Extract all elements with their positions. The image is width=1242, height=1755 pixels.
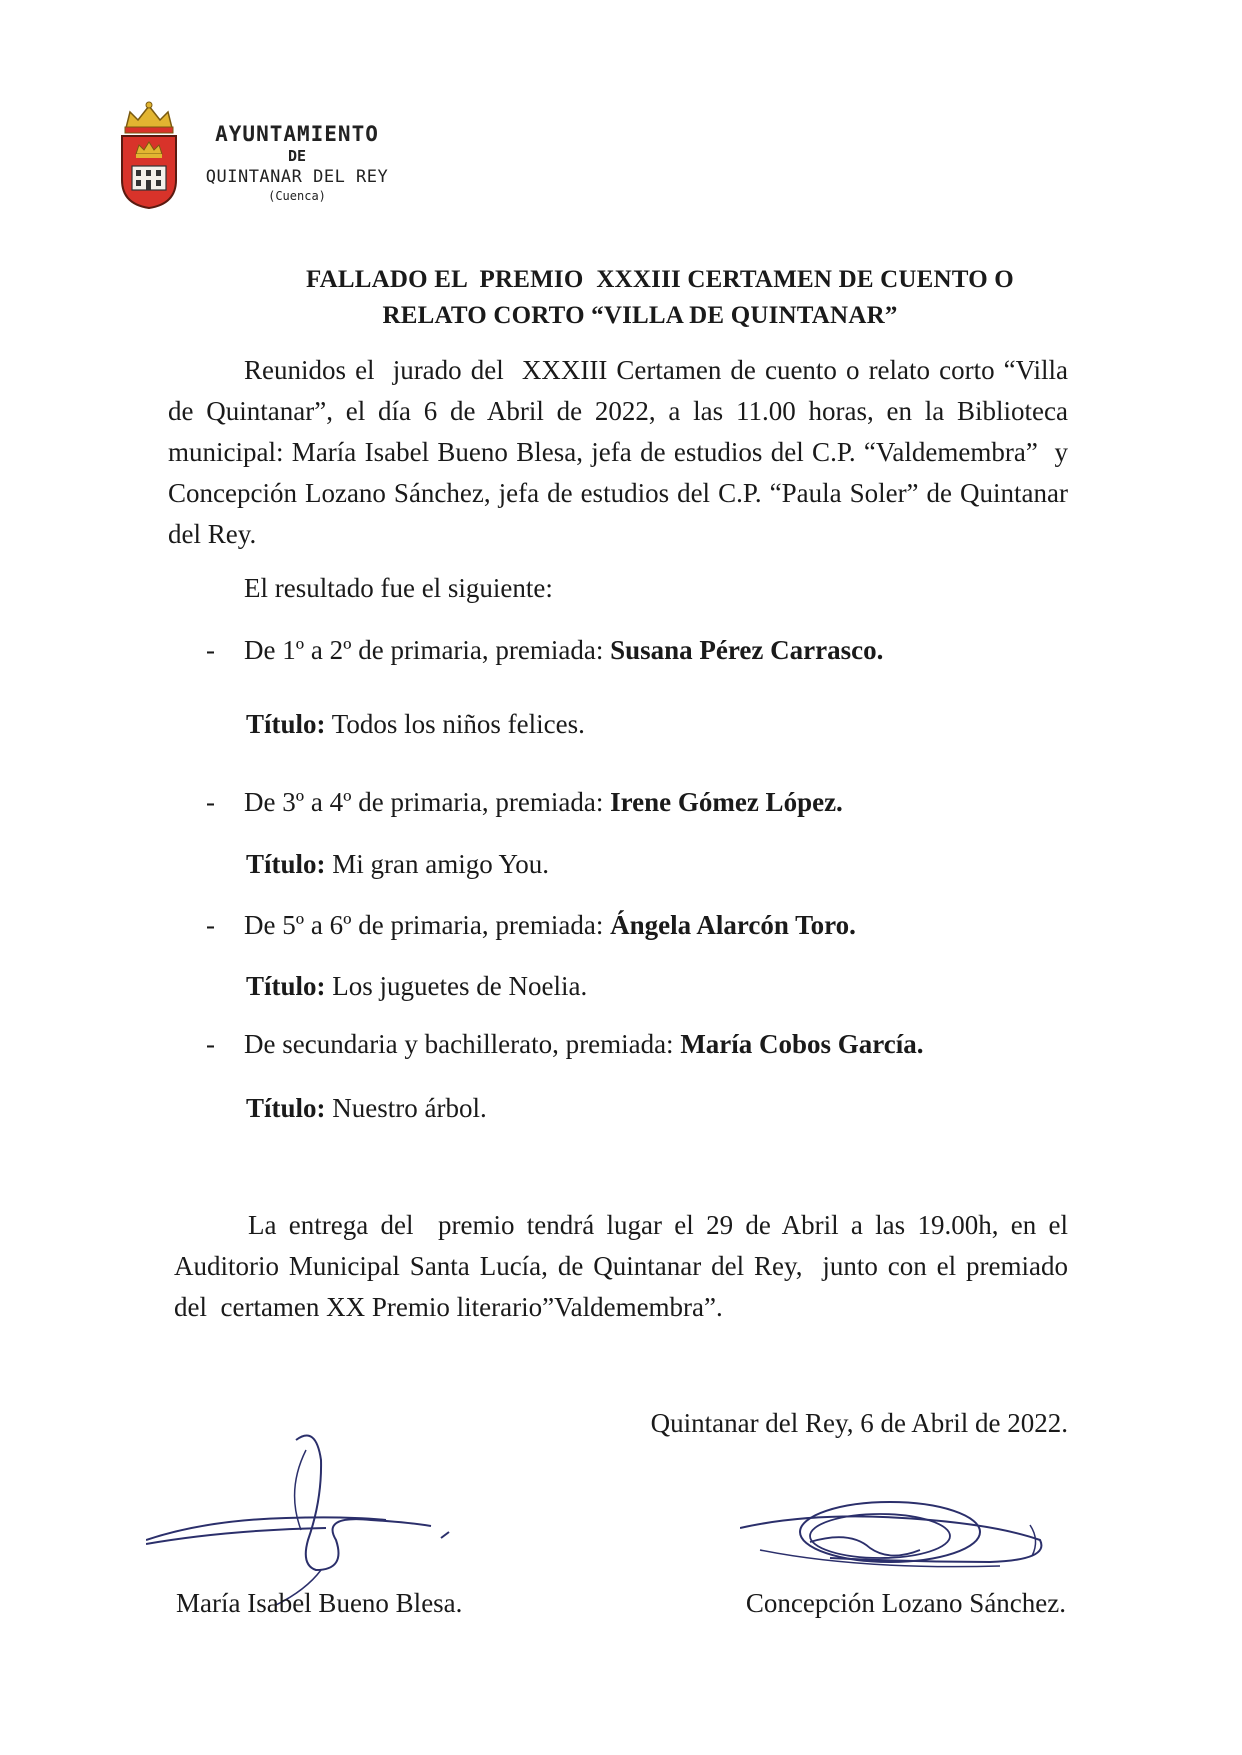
- intro-paragraph: Reunidos el jurado del XXXIII Certamen de cuento o relato corto “Villa de Quintanar”, el día 6 de Abril de 2022, a las 11.00 horas, en la Biblioteca municipal: María Isabel Bueno Blesa, jefa de estudios del C.P. “Valdemembra” y Concepción Lozano Sánchez, jefa de estudios del C.P. “Paula Soler” de Quintanar del Rey.: [168, 355, 1075, 549]
- award-item: [206, 784, 843, 820]
- org-line-3: QUINTANAR DEL REY: [205, 167, 389, 187]
- award-winner: María Cobos García.: [680, 1029, 924, 1059]
- award-title-value: Nuestro árbol.: [325, 1093, 487, 1123]
- dateline: Quintanar del Rey, 6 de Abril de 2022.: [650, 1408, 1068, 1438]
- award-title-label: Título:: [246, 1093, 326, 1123]
- award-item: [206, 1026, 924, 1062]
- signer-name-right: Concepción Lozano Sánchez.: [745, 1588, 1066, 1618]
- organization-name: [192, 122, 402, 203]
- award-title-value: Mi gran amigo You.: [325, 849, 550, 879]
- title-line-1: FALLADO EL PREMIO XXXIII CERTAMEN DE CUENTO O: [306, 266, 1014, 293]
- award-title: [246, 968, 587, 1004]
- org-line-2: DE: [287, 147, 307, 165]
- closing-paragraph: La entrega del premio tendrá lugar el 29 de Abril a las 19.00h, en el Auditorio Municipal Santa Lucía, de Quintanar del Rey, junto con el premiado del certamen XX Premio literario”Valdemembra”.: [174, 1210, 1075, 1322]
- bullet-dash: -: [206, 787, 215, 817]
- award-title: [246, 1090, 487, 1126]
- award-item: [206, 907, 856, 943]
- award-title: [246, 706, 585, 742]
- bullet-dash: -: [206, 635, 215, 665]
- award-title-label: Título:: [246, 971, 326, 1001]
- award-winner: Susana Pérez Carrasco.: [610, 635, 884, 665]
- signer-name-left: María Isabel Bueno Blesa.: [176, 1588, 463, 1618]
- award-title-label: Título:: [246, 849, 326, 879]
- award-title-label: Título:: [246, 709, 326, 739]
- result-intro: El resultado fue el siguiente:: [244, 573, 553, 603]
- bullet-dash: -: [206, 910, 215, 940]
- award-category: De secundaria y bachillerato, premiada:: [244, 1029, 681, 1059]
- award-category: De 1º a 2º de primaria, premiada:: [244, 635, 611, 665]
- award-title: [246, 846, 549, 882]
- document-title: [200, 262, 1120, 334]
- signature-left: [146, 1420, 466, 1610]
- award-winner: Ángela Alarcón Toro.: [610, 910, 856, 940]
- award-title-value: Los juguetes de Noelia.: [325, 971, 588, 1001]
- org-line-4: (Cuenca): [268, 189, 326, 203]
- award-category: De 3º a 4º de primaria, premiada:: [244, 787, 611, 817]
- award-winner: Irene Gómez López.: [610, 787, 843, 817]
- org-line-1: AYUNTAMIENTO: [215, 122, 379, 146]
- award-item: [206, 632, 883, 668]
- bullet-dash: -: [206, 1029, 215, 1059]
- award-category: De 5º a 6º de primaria, premiada:: [244, 910, 611, 940]
- coat-of-arms-icon: [116, 100, 182, 210]
- award-title-value: Todos los niños felices.: [325, 709, 585, 739]
- title-line-2: RELATO CORTO “VILLA DE QUINTANAR”: [382, 302, 898, 329]
